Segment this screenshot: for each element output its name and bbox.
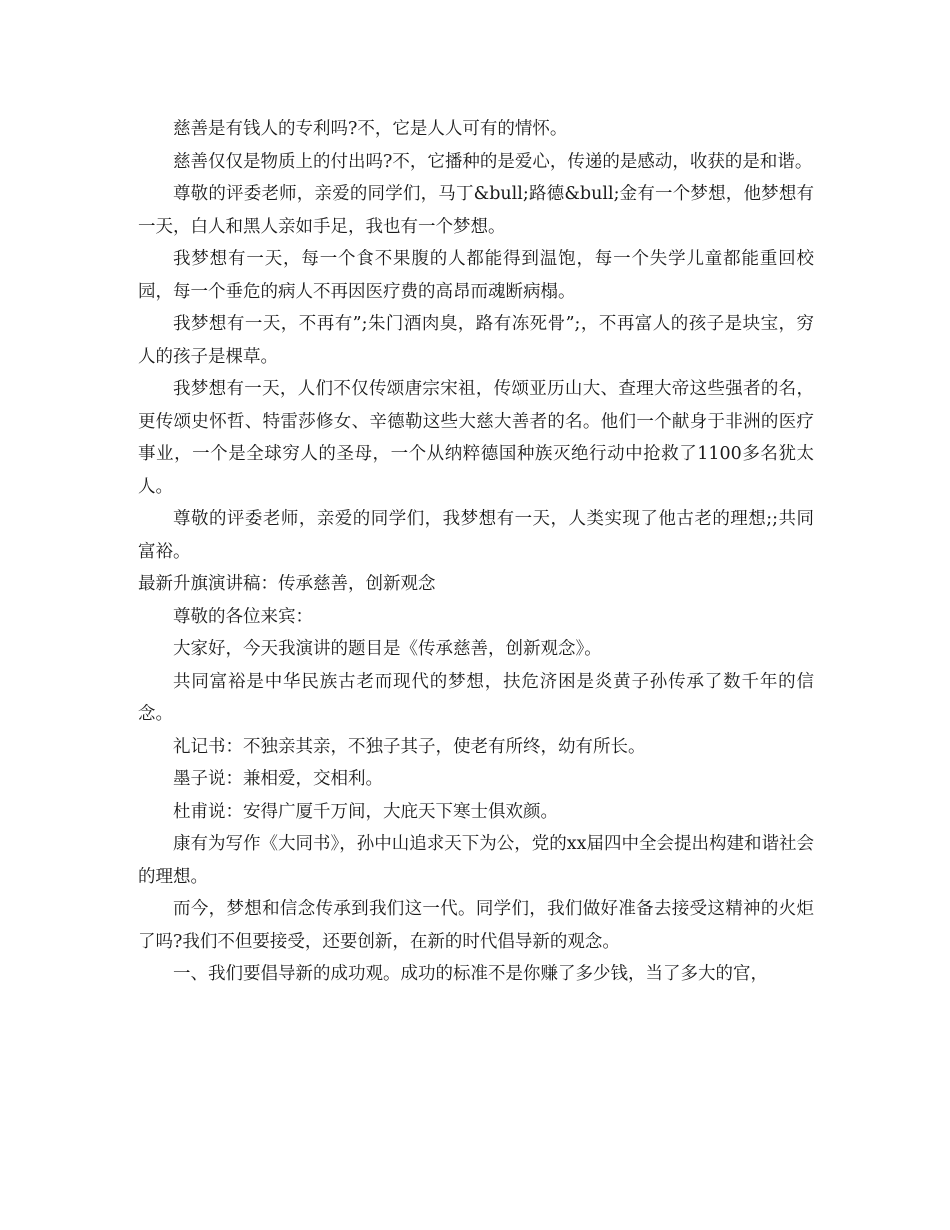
paragraph: 我梦想有一天，人们不仅传颂唐宗宋祖，传颂亚历山大、查理大帝这些强者的名，更传颂史怀哲、特雷莎修女、辛德勒这些大慈大善者的名。他们一个献身于非洲的医疗事业，一个是全球穷人的圣母，一个从纳粹德国种族灭绝行动中抢救了1100多名犹太人。 <box>138 379 814 497</box>
paragraph: 尊敬的评委老师，亲爱的同学们，我梦想有一天，人类实现了他古老的理想;;共同富裕。 <box>138 509 814 562</box>
document-body <box>138 113 814 991</box>
paragraph: 康有为写作《大同书》，孙中山追求天下为公，党的xx届四中全会提出构建和谐社会的理想。 <box>138 834 814 887</box>
paragraph: 尊敬的各位来宾： <box>173 606 313 627</box>
paragraph: 慈善是有钱人的专利吗?不，它是人人可有的情怀。 <box>173 119 568 139</box>
paragraph: 一、我们要倡导新的成功观。成功的标准不是你赚了多少钱，当了多大的官， <box>173 964 768 984</box>
paragraph: 礼记书：不独亲其亲，不独子其子，使老有所终，幼有所长。 <box>173 736 646 757</box>
section-heading: 最新升旗演讲稿：传承慈善，创新观念 <box>138 574 436 594</box>
paragraph: 慈善仅仅是物质上的付出吗?不，它播种的是爱心，传递的是感动，收获的是和谐。 <box>173 151 813 172</box>
paragraph: 墨子说：兼相爱，交相利。 <box>173 769 383 789</box>
paragraph: 杜甫说：安得广厦千万间，大庇天下寒士俱欢颜。 <box>173 801 558 822</box>
paragraph: 大家好，今天我演讲的题目是《传承慈善，创新观念》。 <box>173 639 602 659</box>
paragraph: 共同富裕是中华民族古老而现代的梦想，扶危济困是炎黄子孙传承了数千年的信念。 <box>138 671 814 724</box>
paragraph: 我梦想有一天，不再有”;朱门酒肉臭，路有冻死骨”;，不再富人的孩子是块宝，穷人的孩子是棵草。 <box>138 314 814 367</box>
paragraph: 而今，梦想和信念传承到我们这一代。同学们，我们做好准备去接受这精神的火炬了吗?我们不但要接受，还要创新，在新的时代倡导新的观念。 <box>138 899 814 952</box>
paragraph: 尊敬的评委老师，亲爱的同学们，马丁&bull;路德&bull;金有一个梦想，他梦想有一天，白人和黑人亲如手足，我也有一个梦想。 <box>138 184 814 237</box>
paragraph: 我梦想有一天，每一个食不果腹的人都能得到温饱，每一个失学儿童都能重回校园，每一个垂危的病人不再因医疗费的高昂而魂断病榻。 <box>138 249 814 302</box>
